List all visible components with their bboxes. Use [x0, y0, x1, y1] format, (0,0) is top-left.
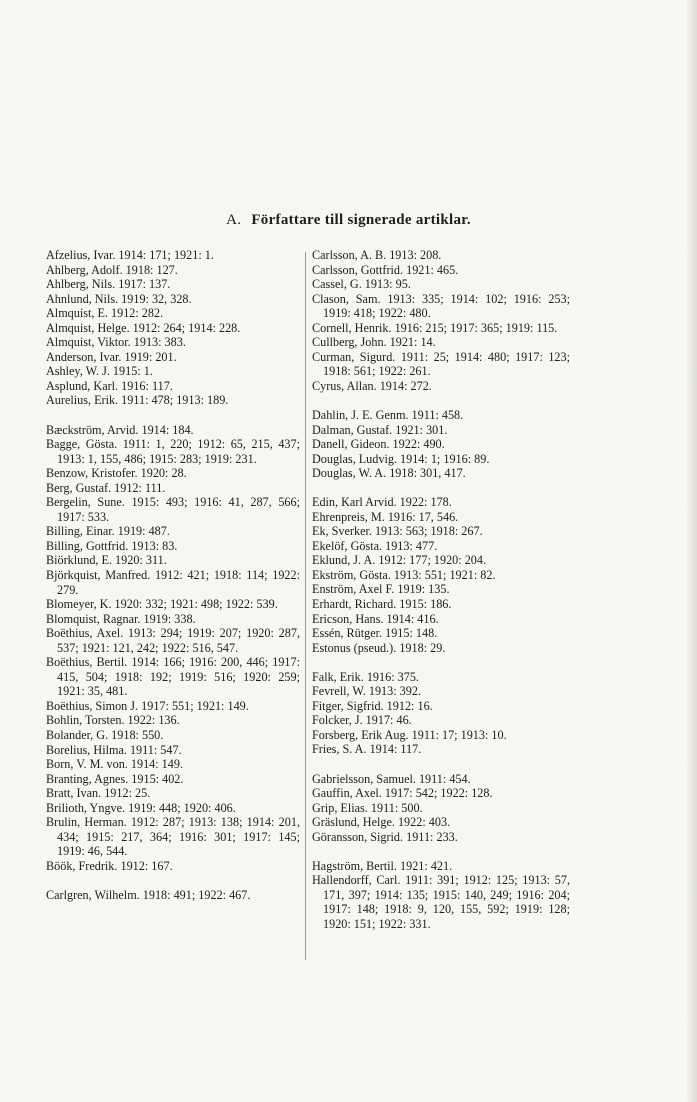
- column-divider: [305, 252, 306, 960]
- index-entry: Ek, Sverker. 1913: 563; 1918: 267.: [312, 524, 483, 539]
- index-entry: Fitger, Sigfrid. 1912: 16.: [312, 698, 433, 713]
- group-spacer: [312, 481, 570, 496]
- index-entry: Almquist, Helge. 1912: 264; 1914: 228.: [46, 320, 241, 335]
- index-entry: Ekelöf, Gösta. 1913: 477.: [312, 538, 438, 553]
- index-entry: Ahnlund, Nils. 1919: 32, 328.: [46, 291, 192, 306]
- index-entry: Ericson, Hans. 1914: 416.: [312, 611, 439, 626]
- index-entry: Bratt, Ivan. 1912: 25.: [46, 786, 151, 801]
- index-entry: Carlgren, Wilhelm. 1918: 491; 1922: 467.: [46, 887, 251, 902]
- index-entry: Danell, Gideon. 1922: 490.: [312, 437, 445, 452]
- index-entry: Boëthius, Bertil. 1914: 166; 1916: 200, 446; 1917: 415, 504; 1918: 192; 1919: 516; 1920: 259; 1921: 35, 481.: [46, 655, 300, 699]
- index-entry: Brulin, Herman. 1912: 287; 1913: 138; 1914: 201, 434; 1915: 217, 364; 1916: 301; 1917: 145; 1919: 46, 544.: [46, 815, 300, 859]
- index-entry: Hallendorff, Carl. 1911: 391; 1912: 125; 1913: 57, 171, 397; 1914: 135; 1915: 140, 249; 1916: 204; 1917: 148; 1918: 9, 120, 155, 592; 1919: 128; 1920: 151; 1922: 331.: [312, 873, 570, 931]
- index-entry: Afzelius, Ivar. 1914: 171; 1921: 1.: [46, 248, 214, 262]
- index-entry: Cyrus, Allan. 1914: 272.: [312, 378, 432, 393]
- index-entry: Ehrenpreis, M. 1916: 17, 546.: [312, 509, 459, 524]
- index-entry: Bohlin, Torsten. 1922: 136.: [46, 713, 180, 728]
- index-entry: Clason, Sam. 1913: 335; 1914: 102; 1916: 253; 1919: 418; 1922: 480.: [312, 291, 570, 321]
- group-spacer: [312, 393, 570, 408]
- index-entry: Curman, Sigurd. 1911: 25; 1914: 480; 1917: 123; 1918: 561; 1922: 261.: [312, 349, 570, 379]
- index-entry: Carlsson, Gottfrid. 1921: 465.: [312, 262, 459, 277]
- index-entry: Almquist, Viktor. 1913: 383.: [46, 335, 186, 350]
- index-entry: Boëthius, Axel. 1913: 294; 1919: 207; 1920: 287, 537; 1921: 121, 242; 1922: 516, 547.: [46, 626, 300, 655]
- index-entry: Born, V. M. von. 1914: 149.: [46, 757, 184, 772]
- index-entry: Cornell, Henrik. 1916: 215; 1917: 365; 1919: 115.: [312, 320, 558, 335]
- group-spacer: [46, 873, 300, 888]
- index-entry: Estonus (pseud.). 1918: 29.: [312, 640, 446, 655]
- index-entry: Douglas, Ludvig. 1914: 1; 1916: 89.: [312, 451, 490, 466]
- left-column: [46, 248, 300, 903]
- index-entry: Blomeyer, K. 1920: 332; 1921: 498; 1922: 539.: [46, 597, 278, 612]
- index-entry: Bæckström, Arvid. 1914: 184.: [46, 422, 194, 437]
- index-entry: Erhardt, Richard. 1915: 186.: [312, 597, 452, 612]
- index-entry: Douglas, W. A. 1918: 301, 417.: [312, 466, 466, 481]
- index-entry: Bolander, G. 1918: 550.: [46, 728, 164, 742]
- index-entry: Aurelius, Erik. 1911: 478; 1913: 189.: [46, 393, 229, 408]
- index-entry: Ahlberg, Nils. 1917: 137.: [46, 277, 171, 292]
- index-entry: Böök, Fredrik. 1912: 167.: [46, 858, 173, 873]
- group-spacer: [312, 757, 570, 772]
- section-heading: [0, 212, 697, 229]
- index-entry: Brilioth, Yngve. 1919: 448; 1920: 406.: [46, 800, 236, 815]
- index-entry: Dahlin, J. E. Genm. 1911: 458.: [312, 407, 464, 422]
- index-entry: Berg, Gustaf. 1912: 111.: [46, 480, 166, 495]
- section-title: Författare till signerade artiklar.: [251, 212, 471, 228]
- index-entry: Gräslund, Helge. 1922: 403.: [312, 815, 451, 830]
- index-entry: Forsberg, Erik Aug. 1911: 17; 1913: 10.: [312, 727, 507, 742]
- index-entry: Boëthius, Simon J. 1917: 551; 1921: 149.: [46, 698, 249, 713]
- index-entry: Borelius, Hilma. 1911: 547.: [46, 742, 182, 757]
- index-entry: Folcker, J. 1917: 46.: [312, 713, 412, 728]
- index-entry: Ekström, Gösta. 1913: 551; 1921: 82.: [312, 567, 496, 582]
- index-entry: Billing, Einar. 1919: 487.: [46, 524, 170, 539]
- page-edge: [687, 0, 697, 1102]
- group-spacer: [46, 408, 300, 423]
- index-entry: Blomquist, Ragnar. 1919: 338.: [46, 611, 196, 626]
- index-entry: Gabrielsson, Samuel. 1911: 454.: [312, 771, 471, 786]
- index-entry: Edin, Karl Arvid. 1922: 178.: [312, 495, 452, 510]
- index-entry: Falk, Erik. 1916: 375.: [312, 669, 419, 684]
- index-entry: Biörklund, E. 1920: 311.: [46, 553, 167, 568]
- index-entry: Branting, Agnes. 1915: 402.: [46, 771, 184, 786]
- section-letter: A.: [226, 212, 242, 228]
- index-entry: Fevrell, W. 1913: 392.: [312, 684, 422, 699]
- group-spacer: [312, 655, 570, 670]
- index-entry: Cullberg, John. 1921: 14.: [312, 335, 436, 350]
- index-entry: Cassel, G. 1913: 95.: [312, 277, 411, 292]
- index-entry: Göransson, Sigrid. 1911: 233.: [312, 829, 458, 844]
- index-entry: Ashley, W. J. 1915: 1.: [46, 364, 153, 379]
- index-entry: Fries, S. A. 1914: 117.: [312, 742, 422, 757]
- index-entry: Almquist, E. 1912: 282.: [46, 306, 164, 321]
- index-entry: Dalman, Gustaf. 1921: 301.: [312, 422, 448, 437]
- index-entry: Essén, Rütger. 1915: 148.: [312, 626, 438, 641]
- index-entry: Carlsson, A. B. 1913: 208.: [312, 248, 442, 262]
- index-entry: Bagge, Gösta. 1911: 1, 220; 1912: 65, 215, 437; 1913: 1, 155, 486; 1915: 283; 1919: 231.: [46, 437, 300, 466]
- index-entry: Billing, Gottfrid. 1913: 83.: [46, 538, 178, 553]
- index-entry: Grip, Elias. 1911: 500.: [312, 800, 423, 815]
- index-entry: Björkquist, Manfred. 1912: 421; 1918: 114; 1922: 279.: [46, 567, 300, 597]
- index-entry: Ahlberg, Adolf. 1918: 127.: [46, 262, 178, 277]
- group-spacer: [312, 844, 570, 859]
- right-column: [312, 248, 570, 931]
- index-entry: Benzow, Kristofer. 1920: 28.: [46, 466, 187, 481]
- index-entry: Eklund, J. A. 1912: 177; 1920: 204.: [312, 553, 487, 568]
- index-entry: Gauffin, Axel. 1917: 542; 1922: 128.: [312, 786, 493, 801]
- index-entry: Bergelin, Sune. 1915: 493; 1916: 41, 287, 566; 1917: 533.: [46, 495, 300, 524]
- index-entry: Enström, Axel F. 1919: 135.: [312, 582, 450, 597]
- index-entry: Anderson, Ivar. 1919: 201.: [46, 349, 177, 364]
- index-entry: Hagström, Bertil. 1921: 421.: [312, 858, 453, 873]
- index-entry: Asplund, Karl. 1916: 117.: [46, 378, 173, 393]
